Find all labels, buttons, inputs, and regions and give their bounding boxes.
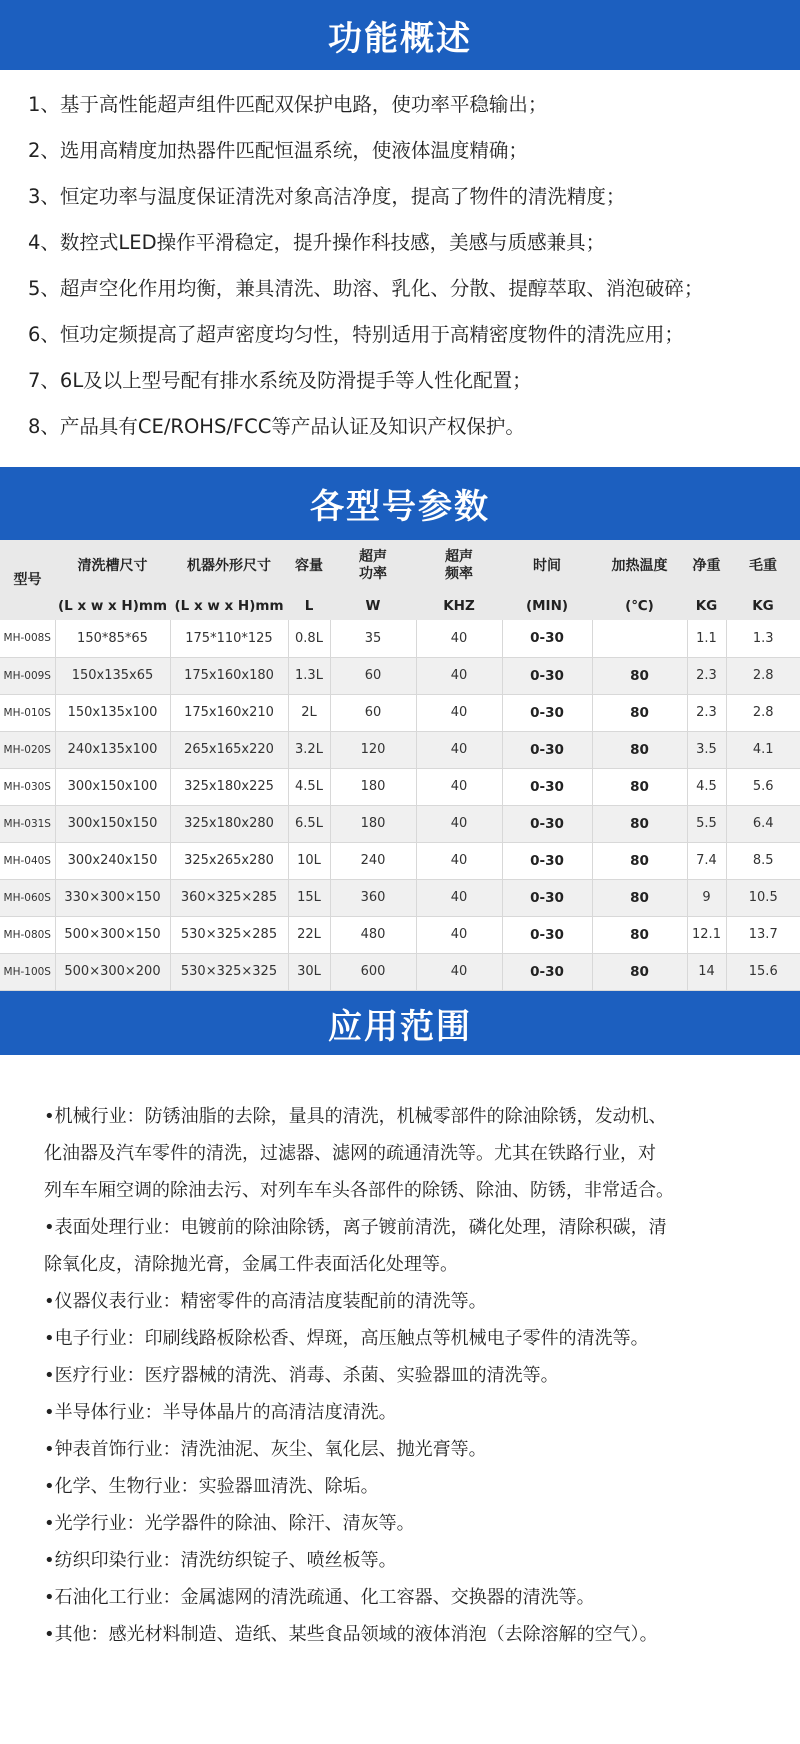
cell-gross: 2.8: [726, 694, 800, 731]
unit-net: KG: [687, 592, 726, 620]
cell-heat: 80: [592, 916, 687, 953]
cell-time: 0-30: [502, 768, 592, 805]
unit-machine: (L x w x H)mm: [170, 592, 288, 620]
cell-freq: 40: [416, 879, 502, 916]
application-line: •电子行业：印刷线路板除松香、焊斑，高压触点等机械电子零件的清洗等。: [44, 1328, 649, 1349]
cell-gross: 4.1: [726, 731, 800, 768]
cell-machine: 360×325×285: [170, 879, 288, 916]
apps-title-text: 应用范围: [328, 1006, 472, 1047]
unit-freq: KHZ: [416, 592, 502, 620]
application-line: •机械行业：防锈油脂的去除，量具的清洗，机械零部件的除油除锈，发动机、: [44, 1106, 667, 1127]
cell-heat: 80: [592, 879, 687, 916]
cell-net: 9: [687, 879, 726, 916]
cell-capacity: 10L: [288, 842, 330, 879]
cell-model: MH-080S: [0, 916, 55, 953]
cell-capacity: 2L: [288, 694, 330, 731]
table-row: [0, 731, 800, 768]
applications-list: [44, 1098, 796, 1653]
cell-tank: 330×300×150: [55, 879, 170, 916]
col-net: 净重: [687, 540, 726, 592]
cell-model: MH-100S: [0, 953, 55, 990]
table-row: [0, 768, 800, 805]
cell-freq: 40: [416, 768, 502, 805]
cell-model: MH-020S: [0, 731, 55, 768]
cell-model: MH-060S: [0, 879, 55, 916]
cell-freq: 40: [416, 620, 502, 657]
cell-net: 14: [687, 953, 726, 990]
cell-heat: 80: [592, 805, 687, 842]
cell-net: 7.4: [687, 842, 726, 879]
cell-model: MH-008S: [0, 620, 55, 657]
cell-power: 180: [330, 768, 416, 805]
feature-item: 2、选用高精度加热器件匹配恒温系统，使液体温度精确；: [28, 139, 528, 162]
cell-machine: 325x265x280: [170, 842, 288, 879]
cell-capacity: 22L: [288, 916, 330, 953]
col-freq: 超声 频率: [416, 540, 502, 592]
cell-power: 480: [330, 916, 416, 953]
cell-net: 12.1: [687, 916, 726, 953]
cell-net: 3.5: [687, 731, 726, 768]
params-table-container: [0, 540, 800, 991]
cell-freq: 40: [416, 731, 502, 768]
cell-time: 0-30: [502, 731, 592, 768]
col-machine: 机器外形尺寸: [170, 540, 288, 592]
cell-time: 0-30: [502, 657, 592, 694]
application-line: •仪器仪表行业：精密零件的高清洁度装配前的清洗等。: [44, 1291, 487, 1312]
cell-model: MH-031S: [0, 805, 55, 842]
apps-section-title: [0, 991, 800, 1055]
application-line: •钟表首饰行业：清洗油泥、灰尘、氧化层、抛光膏等。: [44, 1439, 487, 1460]
feature-item: 5、超声空化作用均衡，兼具清洗、助溶、乳化、分散、提醇萃取、消泡破碎；: [28, 277, 704, 300]
col-time: 时间: [502, 540, 592, 592]
params-table: [0, 540, 800, 991]
features-section-title: [0, 0, 800, 70]
cell-time: 0-30: [502, 694, 592, 731]
application-line: •石油化工行业：金属滤网的清洗疏通、化工容器、交换器的清洗等。: [44, 1587, 595, 1608]
col-gross: 毛重: [726, 540, 800, 592]
table-row: [0, 657, 800, 694]
unit-heat: (℃): [592, 592, 687, 620]
cell-freq: 40: [416, 953, 502, 990]
unit-time: (MIN): [502, 592, 592, 620]
cell-tank: 150x135x65: [55, 657, 170, 694]
application-line: •光学行业：光学器件的除油、除汗、清灰等。: [44, 1513, 415, 1534]
unit-tank: (L x w x H)mm: [55, 592, 170, 620]
cell-gross: 6.4: [726, 805, 800, 842]
cell-capacity: 0.8L: [288, 620, 330, 657]
col-capacity: 容量: [288, 540, 330, 592]
cell-power: 600: [330, 953, 416, 990]
col-model: 型号: [0, 540, 55, 620]
cell-tank: 150*85*65: [55, 620, 170, 657]
cell-time: 0-30: [502, 805, 592, 842]
cell-power: 60: [330, 657, 416, 694]
cell-freq: 40: [416, 842, 502, 879]
cell-power: 35: [330, 620, 416, 657]
cell-model: MH-010S: [0, 694, 55, 731]
cell-power: 60: [330, 694, 416, 731]
cell-freq: 40: [416, 657, 502, 694]
cell-net: 2.3: [687, 657, 726, 694]
feature-item: 3、恒定功率与温度保证清洗对象高洁净度，提高了物件的清洗精度；: [28, 185, 626, 208]
cell-model: MH-040S: [0, 842, 55, 879]
cell-net: 1.1: [687, 620, 726, 657]
table-row: [0, 879, 800, 916]
table-row: [0, 620, 800, 657]
cell-gross: 15.6: [726, 953, 800, 990]
cell-capacity: 4.5L: [288, 768, 330, 805]
cell-tank: 500×300×150: [55, 916, 170, 953]
feature-item: 6、恒功定频提高了超声密度均匀性，特别适用于高精密度物件的清洗应用；: [28, 323, 684, 346]
cell-power: 240: [330, 842, 416, 879]
cell-capacity: 15L: [288, 879, 330, 916]
cell-power: 360: [330, 879, 416, 916]
table-row: [0, 953, 800, 990]
unit-power: W: [330, 592, 416, 620]
cell-tank: 300x150x150: [55, 805, 170, 842]
cell-tank: 240x135x100: [55, 731, 170, 768]
table-row: [0, 842, 800, 879]
unit-gross: KG: [726, 592, 800, 620]
cell-net: 4.5: [687, 768, 726, 805]
col-power: 超声 功率: [330, 540, 416, 592]
application-line: •其他：感光材料制造、造纸、某些食品领域的液体消泡（去除溶解的空气）。: [44, 1624, 658, 1645]
cell-machine: 175x160x180: [170, 657, 288, 694]
feature-item: 8、产品具有CE/ROHS/FCC等产品认证及知识产权保护。: [28, 415, 525, 438]
col-heat: 加热温度: [592, 540, 687, 592]
cell-gross: 2.8: [726, 657, 800, 694]
table-row: [0, 916, 800, 953]
feature-item: 7、6L及以上型号配有排水系统及防滑提手等人性化配置；: [28, 369, 532, 392]
cell-gross: 8.5: [726, 842, 800, 879]
cell-heat: 80: [592, 842, 687, 879]
cell-gross: 10.5: [726, 879, 800, 916]
cell-machine: 265x165x220: [170, 731, 288, 768]
cell-machine: 325x180x225: [170, 768, 288, 805]
cell-freq: 40: [416, 916, 502, 953]
cell-time: 0-30: [502, 879, 592, 916]
cell-gross: 5.6: [726, 768, 800, 805]
application-line: 化油器及汽车零件的清洗，过滤器、滤网的疏通清洗等。尤其在铁路行业，对: [44, 1143, 656, 1164]
cell-machine: 530×325×325: [170, 953, 288, 990]
cell-machine: 530×325×285: [170, 916, 288, 953]
application-line: •表面处理行业：电镀前的除油除锈，离子镀前清洗，磷化处理，清除积碳，清: [44, 1217, 667, 1238]
feature-item: 1、基于高性能超声组件匹配双保护电路，使功率平稳输出；: [28, 93, 548, 116]
table-row: [0, 694, 800, 731]
table-row: [0, 805, 800, 842]
cell-time: 0-30: [502, 953, 592, 990]
cell-heat: 80: [592, 953, 687, 990]
feature-item: 4、数控式LED操作平滑稳定，提升操作科技感，美感与质感兼具；: [28, 231, 606, 254]
cell-heat: [592, 620, 687, 657]
cell-heat: 80: [592, 731, 687, 768]
cell-machine: 175x160x210: [170, 694, 288, 731]
cell-model: MH-009S: [0, 657, 55, 694]
cell-tank: 150x135x100: [55, 694, 170, 731]
table-header-row: [0, 540, 800, 592]
features-title-text: 功能概述: [328, 18, 472, 59]
cell-heat: 80: [592, 768, 687, 805]
cell-net: 5.5: [687, 805, 726, 842]
cell-heat: 80: [592, 694, 687, 731]
cell-tank: 500×300×200: [55, 953, 170, 990]
application-line: •半导体行业：半导体晶片的高清洁度清洗。: [44, 1402, 397, 1423]
cell-machine: 325x180x280: [170, 805, 288, 842]
cell-time: 0-30: [502, 916, 592, 953]
cell-tank: 300x150x100: [55, 768, 170, 805]
cell-model: MH-030S: [0, 768, 55, 805]
params-title-text: 各型号参数: [310, 487, 490, 527]
cell-power: 180: [330, 805, 416, 842]
cell-capacity: 30L: [288, 953, 330, 990]
cell-machine: 175*110*125: [170, 620, 288, 657]
cell-freq: 40: [416, 805, 502, 842]
cell-freq: 40: [416, 694, 502, 731]
application-line: •化学、生物行业：实验器皿清洗、除垢。: [44, 1476, 379, 1497]
cell-gross: 1.3: [726, 620, 800, 657]
cell-gross: 13.7: [726, 916, 800, 953]
application-line: 列车车厢空调的除油去污、对列车车头各部件的除锈、除油、防锈，非常适合。: [44, 1180, 674, 1201]
cell-time: 0-30: [502, 620, 592, 657]
table-units-row: [0, 592, 800, 620]
cell-heat: 80: [592, 657, 687, 694]
application-line: •医疗行业：医疗器械的清洗、消毒、杀菌、实验器皿的清洗等。: [44, 1365, 559, 1386]
col-tank: 清洗槽尺寸: [55, 540, 170, 592]
cell-time: 0-30: [502, 842, 592, 879]
params-section-title: [0, 467, 800, 540]
cell-tank: 300x240x150: [55, 842, 170, 879]
unit-capacity: L: [288, 592, 330, 620]
cell-capacity: 6.5L: [288, 805, 330, 842]
cell-power: 120: [330, 731, 416, 768]
application-line: •纺织印染行业：清洗纺织锭子、喷丝板等。: [44, 1550, 397, 1571]
cell-net: 2.3: [687, 694, 726, 731]
features-list: [28, 92, 798, 460]
cell-capacity: 3.2L: [288, 731, 330, 768]
application-line: 除氧化皮，清除抛光膏，金属工件表面活化处理等。: [44, 1254, 458, 1275]
cell-capacity: 1.3L: [288, 657, 330, 694]
